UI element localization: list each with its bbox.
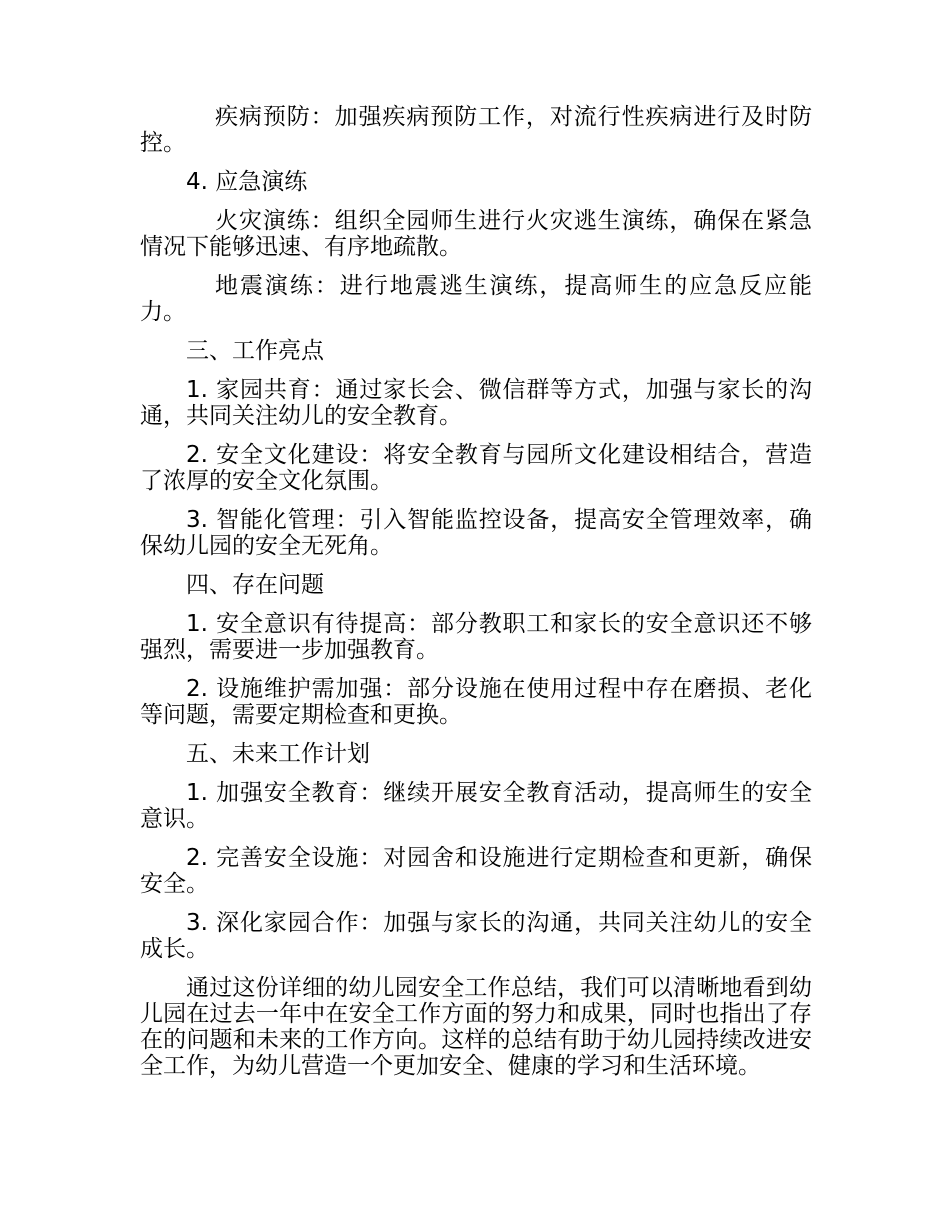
paragraph-earthquake-drill: 地震演练：进行地震逃生演练，提高师生的应急反应能力。: [140, 273, 812, 325]
paragraph-highlight-1: 1. 家园共育：通过家长会、微信群等方式，加强与家长的沟通，共同关注幼儿的安全教育。: [140, 377, 812, 429]
heading-problems: 四、存在问题: [186, 572, 324, 598]
paragraph-problem-2: 2. 设施维护需加强：部分设施在使用过程中存在磨损、老化等问题，需要定期检查和更换。: [140, 676, 812, 728]
paragraph-highlight-2: 2. 安全文化建设：将安全教育与园所文化建设相结合，营造了浓厚的安全文化氛围。: [140, 442, 812, 494]
heading-highlights: 三、工作亮点: [186, 338, 324, 364]
paragraph-highlight-3: 3. 智能化管理：引入智能监控设备，提高安全管理效率，确保幼儿园的安全无死角。: [140, 507, 812, 559]
paragraph-disease-prevention: 疾病预防：加强疾病预防工作，对流行性疾病进行及时防控。: [140, 104, 812, 156]
heading-emergency-drills: 4. 应急演练: [186, 169, 308, 195]
paragraph-plan-3: 3. 深化家园合作：加强与家长的沟通，共同关注幼儿的安全成长。: [140, 910, 812, 962]
paragraph-fire-drill: 火灾演练：组织全园师生进行火灾逃生演练，确保在紧急情况下能够迅速、有序地疏散。: [140, 208, 812, 260]
paragraph-plan-2: 2. 完善安全设施：对园舍和设施进行定期检查和更新，确保安全。: [140, 845, 812, 897]
paragraph-plan-1: 1. 加强安全教育：继续开展安全教育活动，提高师生的安全意识。: [140, 780, 812, 832]
document-page: [140, 104, 812, 1092]
paragraph-problem-1: 1. 安全意识有待提高：部分教职工和家长的安全意识还不够强烈，需要进一步加强教育。: [140, 611, 812, 663]
paragraph-conclusion: 通过这份详细的幼儿园安全工作总结，我们可以清晰地看到幼儿园在过去一年中在安全工作方面的努力和成果，同时也指出了存在的问题和未来的工作方向。这样的总结有助于幼儿园持续改进安全工作，为幼儿营造一个更加安全、健康的学习和生活环境。: [140, 975, 812, 1079]
heading-future-plan: 五、未来工作计划: [186, 741, 370, 767]
